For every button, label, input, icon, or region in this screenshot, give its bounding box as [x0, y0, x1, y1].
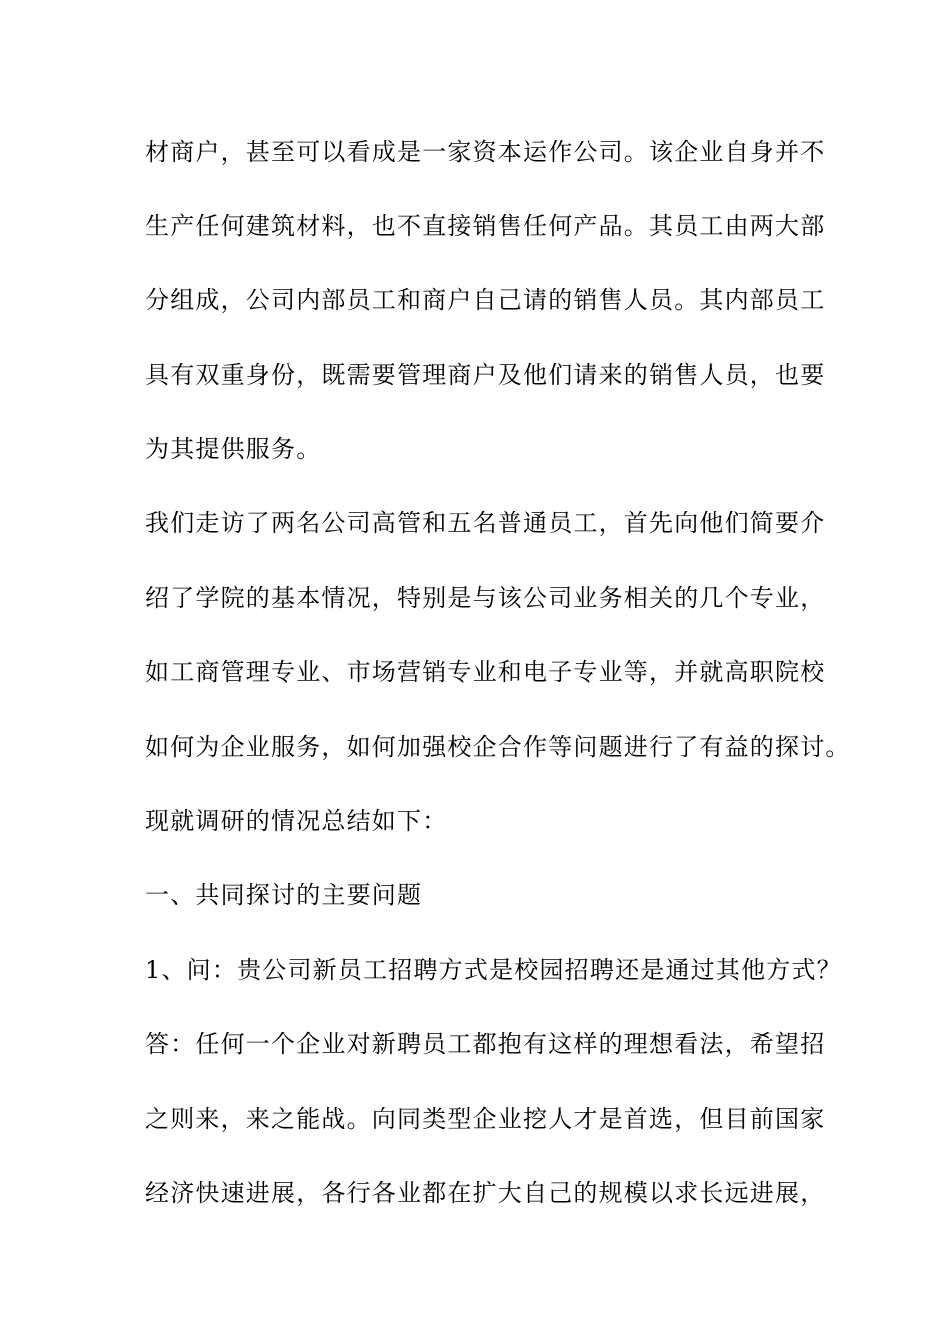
paragraph-line: 为其提供服务。: [145, 435, 322, 463]
answer-line: 之则来，来之能战。向同类型企业挖人才是首选，但目前国家: [145, 1105, 826, 1133]
paragraph-line: 现就调研的情况总结如下：: [145, 807, 448, 835]
answer-line: 答：任何一个企业对新聘员工都抱有这样的理想看法，希望招: [145, 1030, 826, 1058]
paragraph-line: 如工商管理专业、市场营销专业和电子专业等，并就高职院校: [145, 658, 826, 686]
paragraph-line: 如何为企业服务，如何加强校企合作等问题进行了有益的探讨。: [145, 733, 851, 761]
answer-line: 经济快速进展，各行各业都在扩大自己的规模以求长远进展，: [145, 1179, 826, 1207]
question-line: 1、问：贵公司新员工招聘方式是校园招聘还是通过其他方式？: [145, 956, 842, 984]
paragraph-line: 分组成，公司内部员工和商户自己请的销售人员。其内部员工: [145, 286, 826, 314]
paragraph-line: 材商户，甚至可以看成是一家资本运作公司。该企业自身并不: [145, 138, 826, 166]
paragraph-line: 具有双重身份，既需要管理商户及他们请来的销售人员，也要: [145, 361, 826, 389]
paragraph-line: 我们走访了两名公司高管和五名普通员工，首先向他们简要介: [145, 509, 826, 537]
paragraph-line: 绍了学院的基本情况，特别是与该公司业务相关的几个专业，: [145, 584, 826, 612]
paragraph-line: 生产任何建筑材料，也不直接销售任何产品。其员工由两大部: [145, 212, 826, 240]
section-heading: 一、共同探讨的主要问题: [145, 881, 423, 909]
